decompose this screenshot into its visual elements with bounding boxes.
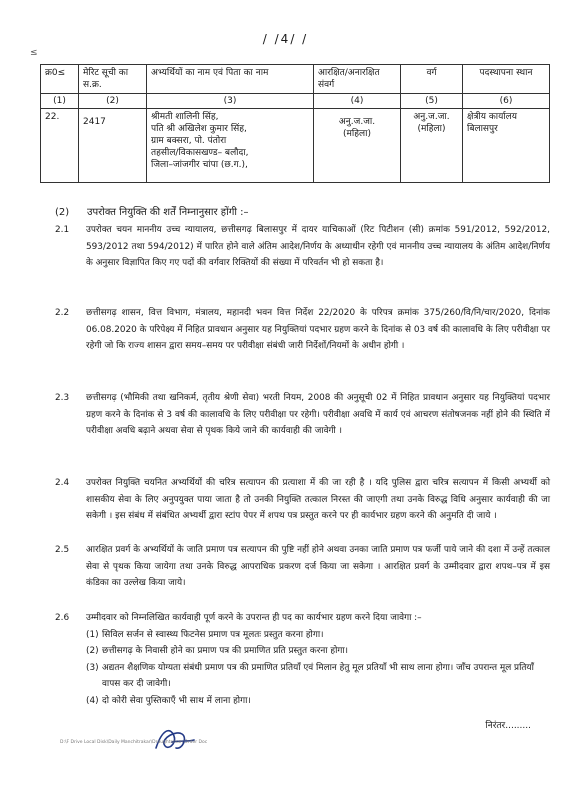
row-posting: क्षेत्रीय कार्यालय बिलासपुर: [463, 109, 550, 183]
item-text: उम्मीदवार को निम्नलिखित कार्यवाही पूर्ण करने के उपरान्त ही पद का कार्यभार ग्रहण करने दिया जावेगा :–: [86, 613, 422, 623]
col-number: (6): [463, 94, 550, 109]
item-number: 2.1: [55, 225, 70, 235]
header-category: वर्ग: [401, 65, 463, 94]
list-item: [86, 660, 550, 693]
header-serial: क्र0≤: [41, 65, 79, 94]
list-item-text: दो कोरी सेवा पुस्तिकाएँ भी साथ में लाना होगा।: [102, 695, 251, 706]
col-number: (1): [41, 94, 79, 109]
item-number: 2.3: [55, 393, 70, 403]
header-merit: मेरिट सूची का स.क्र.: [79, 65, 147, 94]
row-category: अनु.ज.जा. (महिला): [401, 109, 463, 183]
item-number: 2.6: [55, 613, 70, 623]
list-item-number: (3): [86, 662, 99, 673]
item-number: 2.2: [55, 308, 70, 318]
section-number: (2): [55, 207, 70, 218]
condition-item: [55, 475, 550, 525]
item-text: छत्तीसगढ़ शासन, वित्त विभाग, मंत्रालय, महानदी भवन वित्त निर्देश 22/2020 के परिपत्र क्रमांक 375/260/वि/नि/चार/2020, दिनांक 06.08.2020 के परिपेक्ष्य में निहित प्रावधान अनुसार यह नियुक्तियां पदभार ग्रहण करने के दिनांक से 03 वर्ष की कालावधि के लिए परीवीक्षा पर रहेगी जो कि राज्य शासन द्वारा समय–समय पर परीवीक्षा संबंधी जारी निर्देशों/नियमों के अधीन होगी ।: [86, 308, 550, 351]
list-item-number: (1): [86, 629, 99, 640]
condition-item: [55, 305, 550, 355]
item-number: 2.4: [55, 478, 70, 488]
appointment-table: [40, 64, 550, 183]
list-item-text: सिविल सर्जन से स्वास्थ्य फिटनेस प्रमाण पत्र मूलतः प्रस्तुत करना होगा।: [102, 629, 324, 640]
list-item: [86, 643, 550, 660]
item-number: 2.5: [55, 545, 70, 555]
header-posting: पदस्थापना स्थान: [463, 65, 550, 94]
header-reserved: आरक्षित/अनारक्षित संवर्ग: [314, 65, 401, 94]
condition-item: [55, 222, 550, 272]
list-item-number: (4): [86, 695, 99, 706]
item-text: आरक्षित प्रवर्ग के अभ्यर्थियों के जाति प्रमाण पत्र सत्यापन की पुष्टि नहीं होने अथवा उनका जाति प्रमाण पत्र फर्जी पाये जाने की दशा में उन्हें तत्काल सेवा से पृथक किया जायेगा तथा उनके विरुद्ध आपराधिक प्रकरण दर्ज किया जा सकेगा । आरक्षित प्रवर्ग के उम्मीदवार द्वारा शपथ–पत्र में इस कंडिका का उल्लेख किया जाये।: [86, 545, 550, 588]
list-item: [86, 693, 550, 710]
list-item: [86, 627, 550, 644]
header-name: अभ्यर्थियों का नाम एवं पिता का नाम: [147, 65, 314, 94]
list-item-text: अद्यतन शैक्षणिक योग्यता संबंधी प्रमाण पत्र की प्रमाणित प्रतियाँ एवं मिलान हेतु मूल प्रतियाँ भी साथ लाना होगा। जाँच उपरान्त मूल प्रतियाँ वापस कर दी जावेगी।: [102, 662, 534, 689]
item-text: उपरोक्त नियुक्ति चयनित अभ्यर्थियों की चरित्र सत्यापन की प्रत्याशा में की जा रही है । यदि पुलिस द्वारा चरित्र सत्यापन में किसी अभ्यर्थी को शासकीय सेवा के लिए अनुपयुक्त पाया जाता है तो उनकी नियुक्ति तत्काल निरस्त की जाएगी तथा उनके विरुद्ध विधि अनुसार कार्यवाही की जा सकेगी । इस संबंध में संबंधित अभ्यर्थी द्वारा स्टांप पेपर में शपथ पत्र प्रस्तुत करने पर ही कार्यभार ग्रहण करने की अनुमति दी जाये ।: [86, 478, 550, 521]
corner-mark: ≤: [30, 48, 38, 58]
table-row: [41, 109, 550, 183]
continued-marker: निरंतर.........: [485, 721, 531, 731]
col-number: (2): [79, 94, 147, 109]
page-number: / /4/ /: [262, 32, 309, 46]
condition-item: [55, 610, 550, 709]
row-serial: 22.: [41, 109, 79, 183]
row-merit: 2417: [79, 109, 147, 183]
row-reserved: अनु.ज.जा. (महिला): [314, 109, 401, 183]
requirement-list: [86, 627, 550, 710]
condition-item: [55, 542, 550, 592]
col-number: (3): [147, 94, 314, 109]
item-text: उपरोक्त चयन माननीय उच्च न्यायालय, छत्तीसगढ़ बिलासपुर में दायर याचिकाओं (रिट पिटीशन (सी) क्रमांक 591/2012, 592/2012, 593/2012 तथा 594/2012) में पारित होने वाले अंतिम आदेश/निर्णय के अध्याधीन रहेगी एवं माननीय उच्च न्यायालय के अंतिम आदेश/निर्णय के अनुसार विज्ञापित किए गए पदों की वर्गवार रिक्तियों की संख्या में परिवर्तन भी हो सकता है।: [86, 225, 550, 268]
footer-file-path: D:\F Drive Local Disk\Daily Manchitrakar\Draughtsman Order Doc: [60, 740, 208, 745]
row-candidate-name: श्रीमती शालिनी सिंह, पति श्री अखिलेश कुमार सिंह, ग्राम बक्सरा, पो. पंतोरा तहसील/विकासखण्ड– बलौदा, जिला–जांजगीर चांपा (छ.ग.),: [147, 109, 314, 183]
header-mark: ≤: [57, 68, 66, 78]
condition-item: [55, 390, 550, 440]
table-number-row: [41, 94, 550, 109]
list-item-number: (2): [86, 646, 99, 656]
list-item-text: छत्तीसगढ़ के निवासी होने का प्रमाण पत्र की प्रमाणित प्रति प्रस्तुत करना होगा।: [102, 646, 349, 656]
table-header-row: [41, 65, 550, 94]
col-number: (5): [401, 94, 463, 109]
section-title: उपरोक्त नियुक्ति की शर्तें निम्नानुसार होंगी :–: [87, 207, 249, 218]
section-heading: [55, 204, 248, 218]
item-text: छत्तीसगढ़ (भौमिकी तथा खनिकर्म, तृतीय श्रेणी सेवा) भरती नियम, 2008 की अनुसूची 02 में निहित प्रावधान अनुसार यह नियुक्तियां पदभार ग्रहण करने के दिनांक से 3 वर्ष की कालावधि के लिए परीवीक्षा पर रहेगी। परीवीक्षा अवधि में कार्य एवं आचरण संतोषजनक नहीं होने की स्थिति में परीवीक्षा अवधि बढ़ाने अथवा सेवा से पृथक किये जाने की कार्यवाही की जावेगी ।: [86, 393, 550, 436]
col-number: (4): [314, 94, 401, 109]
